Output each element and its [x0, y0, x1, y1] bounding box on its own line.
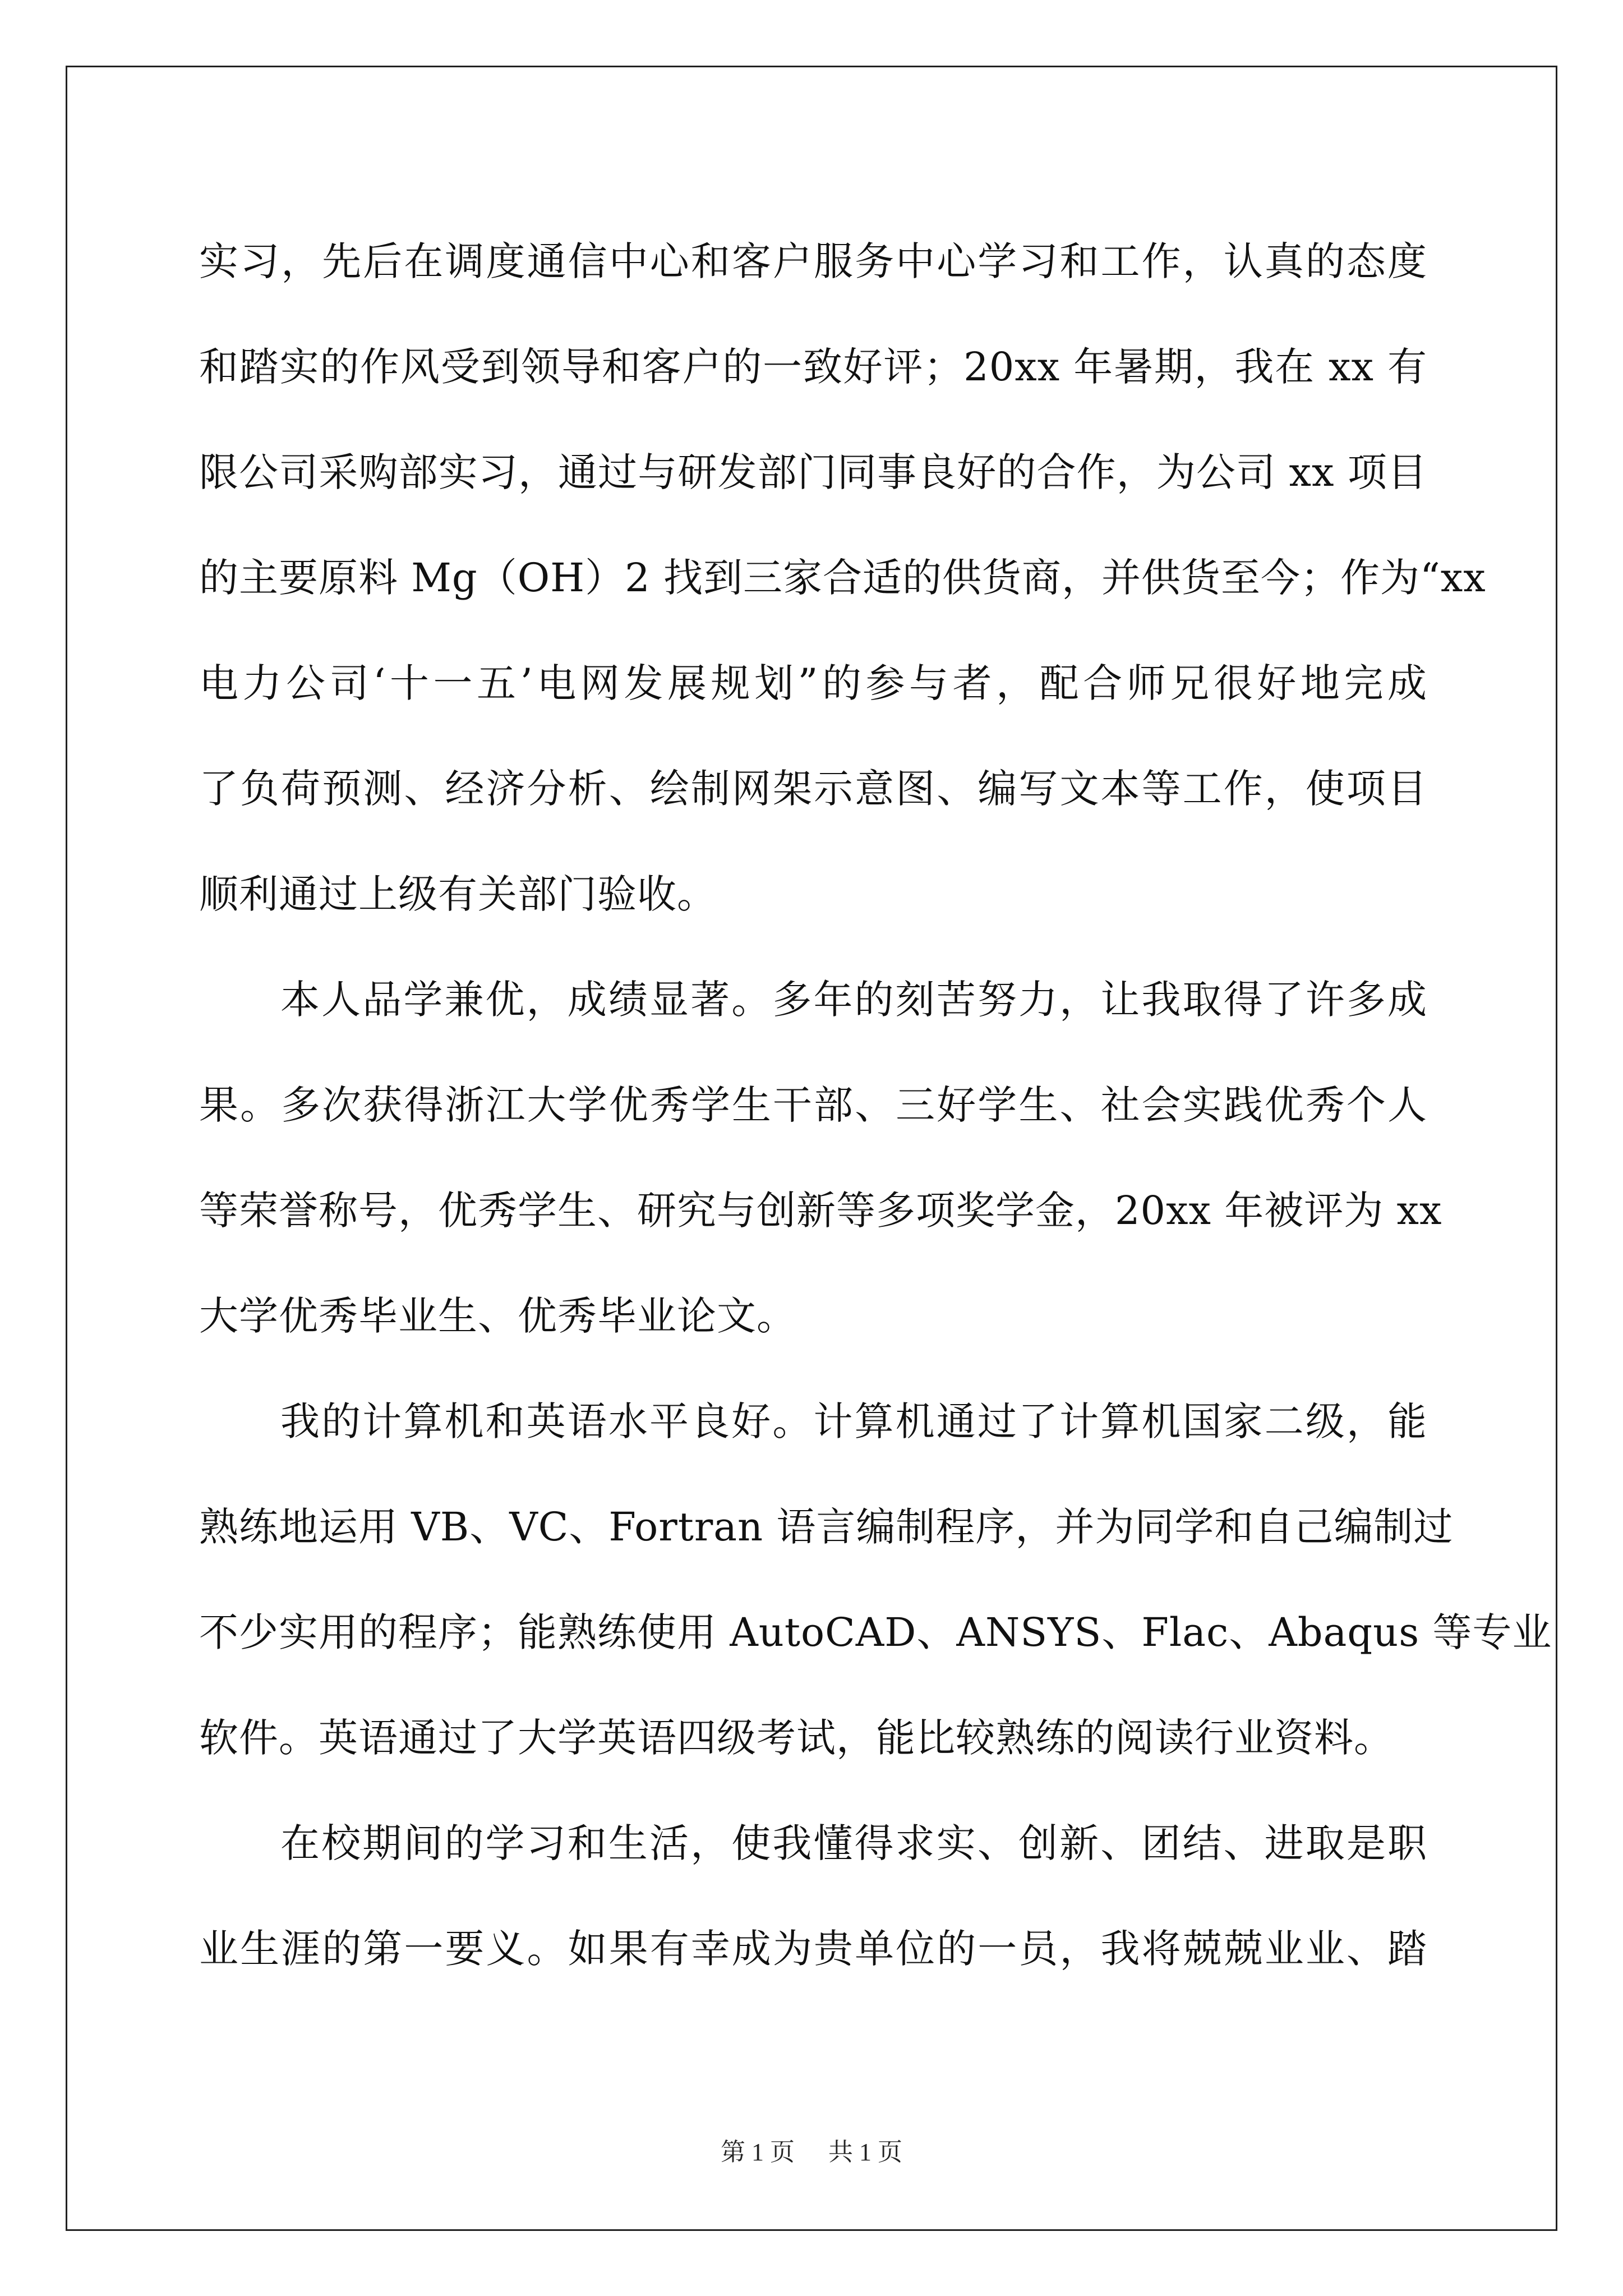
text-line: 不少实用的程序；能熟练使用 AutoCAD、ANSYS、Flac、Abaqus 等专业 [199, 1609, 1552, 1655]
text-line: 限公司采购部实习，通过与研发部门同事良好的合作，为公司 xx 项目 [199, 449, 1427, 495]
text-line: 的主要原料 Mg（OH）2 找到三家合适的供货商，并供货至今；作为“xx [199, 555, 1486, 601]
text-line: 业生涯的第一要义。如果有幸成为贵单位的一员，我将兢兢业业、踏 [199, 1926, 1427, 1972]
text-line: 等荣誉称号，优秀学生、研究与创新等多项奖学金，20xx 年被评为 xx [199, 1188, 1442, 1234]
text-line: 果。多次获得浙江大学优秀学生干部、三好学生、社会实践优秀个人 [199, 1082, 1427, 1128]
text-line: 顺利通过上级有关部门验收。 [199, 871, 717, 917]
page-total: 共 1 页 [828, 2138, 902, 2166]
paragraph-first-line: 本人品学兼优，成绩显著。多年的刻苦努力，让我取得了许多成 [280, 977, 1427, 1023]
text-line: 实习，先后在调度通信中心和客户服务中心学习和工作，认真的态度 [199, 238, 1427, 284]
text-line: 电力公司‘十一五’电网发展规划”的参与者，配合师兄很好地完成 [199, 660, 1427, 706]
document-body [199, 209, 1552, 2001]
text-line: 了负荷预测、经济分析、绘制网架示意图、编写文本等工作，使项目 [199, 766, 1427, 812]
page-number: 第 1 页 [721, 2138, 795, 2166]
text-line: 和踏实的作风受到领导和客户的一致好评；20xx 年暑期，我在 xx 有 [199, 344, 1427, 390]
text-line: 软件。英语通过了大学英语四级考试，能比较熟练的阅读行业资料。 [199, 1715, 1394, 1761]
text-line: 大学优秀毕业生、优秀毕业论文。 [199, 1293, 796, 1339]
text-line: 熟练地运用 VB、VC、Fortran 语言编制程序，并为同学和自己编制过 [199, 1504, 1454, 1550]
paragraph-first-line: 在校期间的学习和生活，使我懂得求实、创新、团结、进取是职 [280, 1820, 1427, 1866]
paragraph-first-line: 我的计算机和英语水平良好。计算机通过了计算机国家二级，能 [280, 1398, 1427, 1444]
page-footer [0, 2132, 1623, 2168]
